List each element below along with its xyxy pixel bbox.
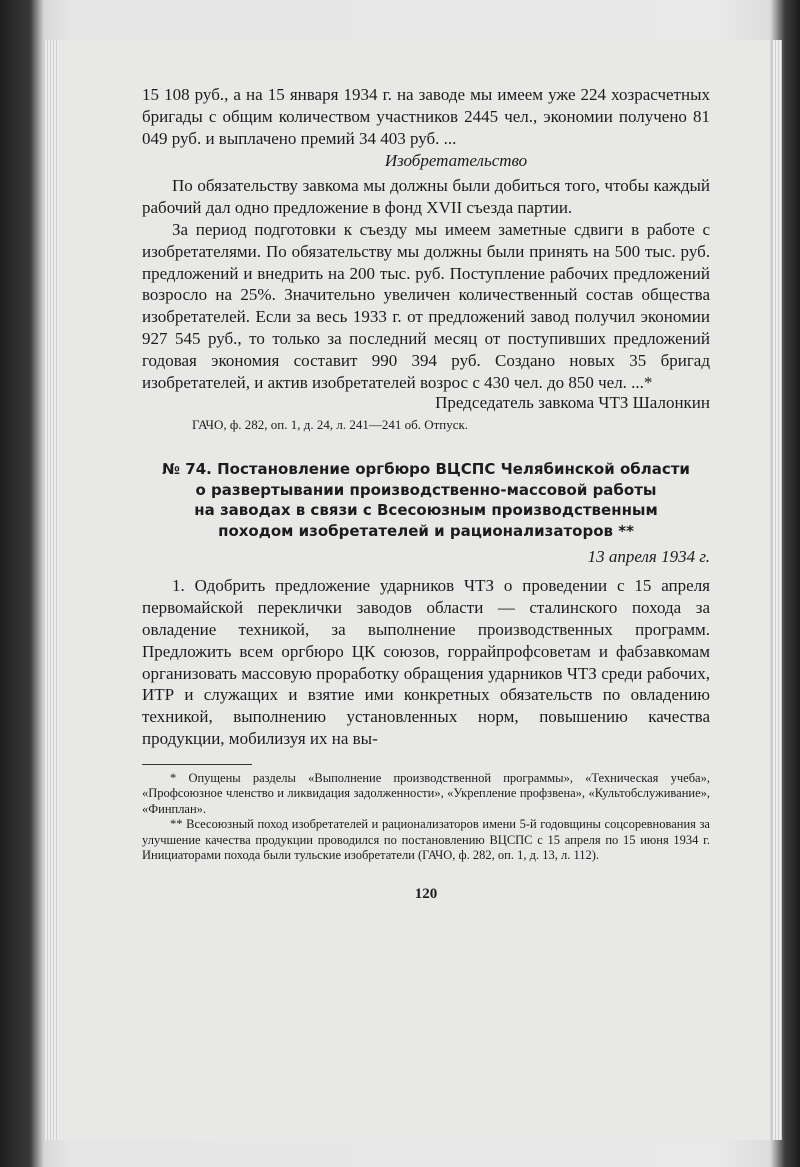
document-title-line-1: № 74. Постановление оргбюро ВЦСПС Челябинской области [162,460,690,479]
page-edge-right [772,40,782,1140]
document-title-line-4: походом изобретателей и рационализаторов ** [218,521,634,540]
paragraph-2: За период подготовки к съезду мы имеем заметные сдвиги в работе с изобретателями. По обязательству мы должны были принять на 500 тыс. руб. предложений и внедрить на 200 тыс. руб. Поступление рабочих предложений возросло на 25%. Значительно увеличен количественный состав общества изобретателей. Если за весь 1933 г. от предложений завод получил экономии 927 545 руб., то только за последний месяц от поступивших предложений годовая экономия составит 990 394 руб. Создано новых 35 бригад изобретателей, и актив изобретателей возрос с 430 чел. до 850 чел. ...* [142,219,710,392]
document-date: 13 апреля 1934 г. [587,547,710,567]
document-title-line-2: о развертывании производственно-массовой работы [195,480,657,499]
point-1: 1. Одобрить предложение ударников ЧТЗ о проведении с 15 апреля первомайской переклички заводов области — сталинского похода за овладение техникой, за выполнение производственных программ. Предложить всем оргбюро ЦК союзов, горрайпрофсоветам и фабзавкомам организовать массовую проработку обращения ударников ЧТЗ среди рабочих, ИТР и служащих и взятие ими конкретных обязательств по овладению техникой, выполнению установленных норм, повышению качества продукции, мобилизуя их на вы- [142,576,710,748]
page-text [142,84,710,903]
footnote-2: ** Всесоюзный поход изобретателей и рационализаторов имени 5-й годовщины соцсоревнования за улучшение качества продукции проводился по постановлению ВЦСПС с 15 апреля по 15 июня 1934 г. Инициаторами похода были тульские изобретатели (ГАЧО, ф. 282, оп. 1, д. 13, л. 112). [142,817,710,863]
page-number: 120 [414,885,438,902]
section-heading: Изобретательство [384,151,528,171]
page-edge-left [44,40,58,1140]
paragraph-1: По обязательству завкома мы должны были добиться того, чтобы каждый рабочий дал одно предложение в фонд XVII съезда партии. [142,176,710,218]
document-title [142,459,710,541]
archive-reference: ГАЧО, ф. 282, оп. 1, д. 24, л. 241—241 об. Отпуск. [192,417,469,433]
signature: Председатель завкома ЧТЗ Шалонкин [435,393,710,413]
continuation-paragraph: 15 108 руб., а на 15 января 1934 г. на заводе мы имеем уже 224 хозрасчетных бригады с общим количеством участников 2445 чел., экономии получено 81 049 руб. и выплачено премий 34 403 руб. ... [142,85,710,148]
footnote-divider [142,764,252,765]
footnote-1: * Опущены разделы «Выполнение производственной программы», «Техническая учеба», «Профсоюзное членство и ликвидация задолженности», «Укрепление профзвена», «Культобслуживание», «Финплан». [142,770,710,816]
document-title-line-3: на заводах в связи с Всесоюзным производственным [194,501,658,520]
